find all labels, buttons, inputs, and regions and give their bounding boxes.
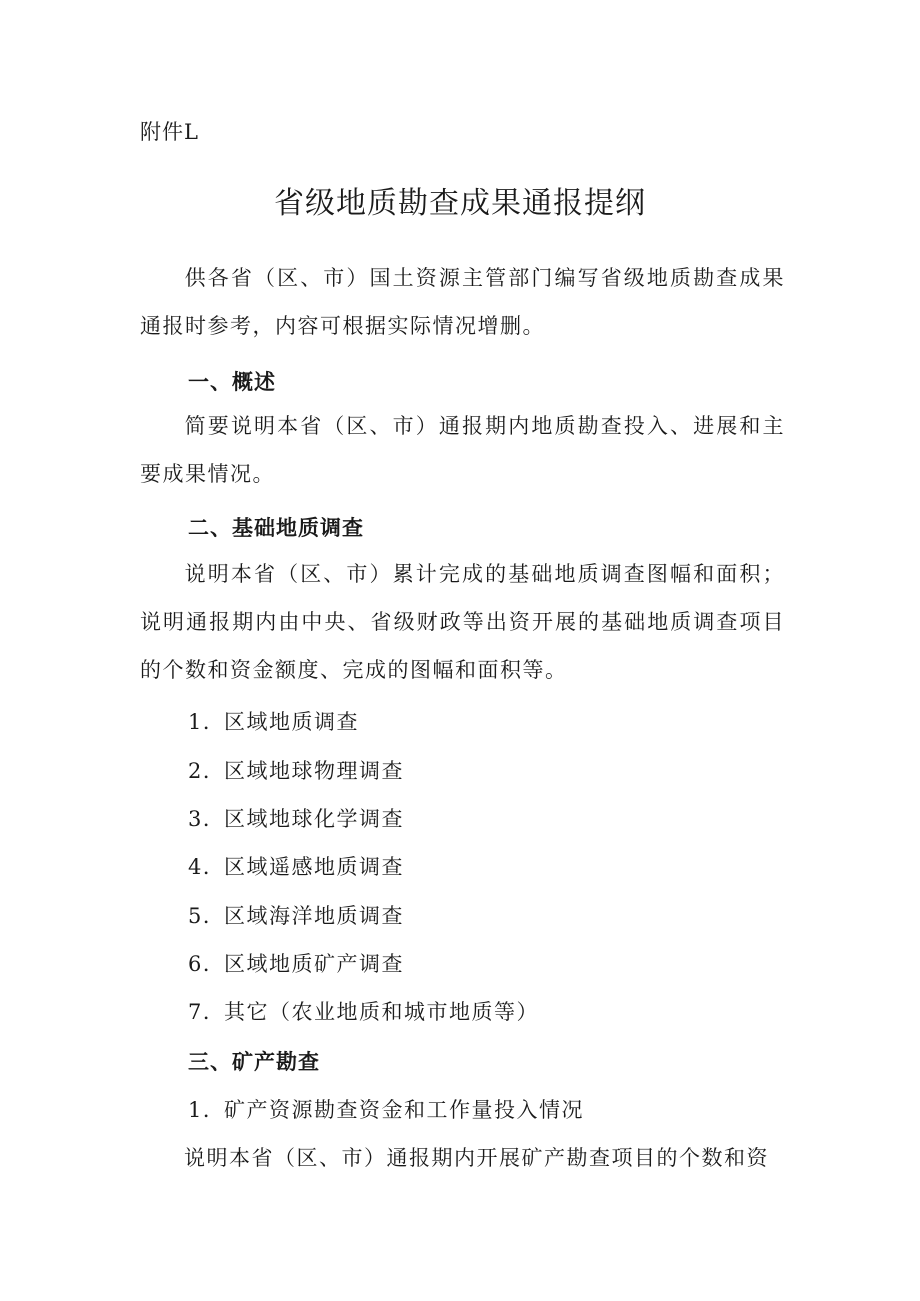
section-1-heading: 一、概述: [188, 370, 276, 394]
list-item: 5．区域海洋地质调查: [188, 904, 404, 928]
document-title: 省级地质勘查成果通报提纲: [274, 186, 646, 221]
list-item: 6．区域地质矿产调查: [188, 952, 404, 976]
section-1-paragraph: [140, 402, 785, 498]
list-item: 4．区域遥感地质调查: [188, 855, 404, 879]
list-item: 1．矿产资源勘查资金和工作量投入情况: [188, 1098, 584, 1122]
section-3-heading: 三、矿产勘查: [188, 1050, 320, 1074]
list-item: 7．其它（农业地质和城市地质等）: [188, 1000, 539, 1024]
section-3-paragraph: [140, 1134, 785, 1182]
intro-text: 供各省（区、市）国土资源主管部门编写省级地质勘查成果通报时参考，内容可根据实际情况增删。: [140, 266, 785, 338]
section-1-text: 简要说明本省（区、市）通报期内地质勘查投入、进展和主要成果情况。: [140, 414, 785, 486]
section-2-text: 说明本省（区、市）累计完成的基础地质调查图幅和面积；说明通报期内由中央、省级财政等出资开展的基础地质调查项目的个数和资金额度、完成的图幅和面积等。: [140, 562, 785, 682]
section-2-heading: 二、基础地质调查: [188, 516, 364, 540]
attachment-label: 附件L: [140, 120, 199, 144]
list-item: 1．区域地质调查: [188, 710, 359, 734]
list-item: 2．区域地球物理调查: [188, 759, 404, 783]
intro-paragraph: [140, 254, 785, 350]
section-2-paragraph: [140, 550, 785, 694]
list-item: 3．区域地球化学调查: [188, 807, 404, 831]
section-3-text: 说明本省（区、市）通报期内开展矿产勘查项目的个数和资: [184, 1146, 769, 1170]
